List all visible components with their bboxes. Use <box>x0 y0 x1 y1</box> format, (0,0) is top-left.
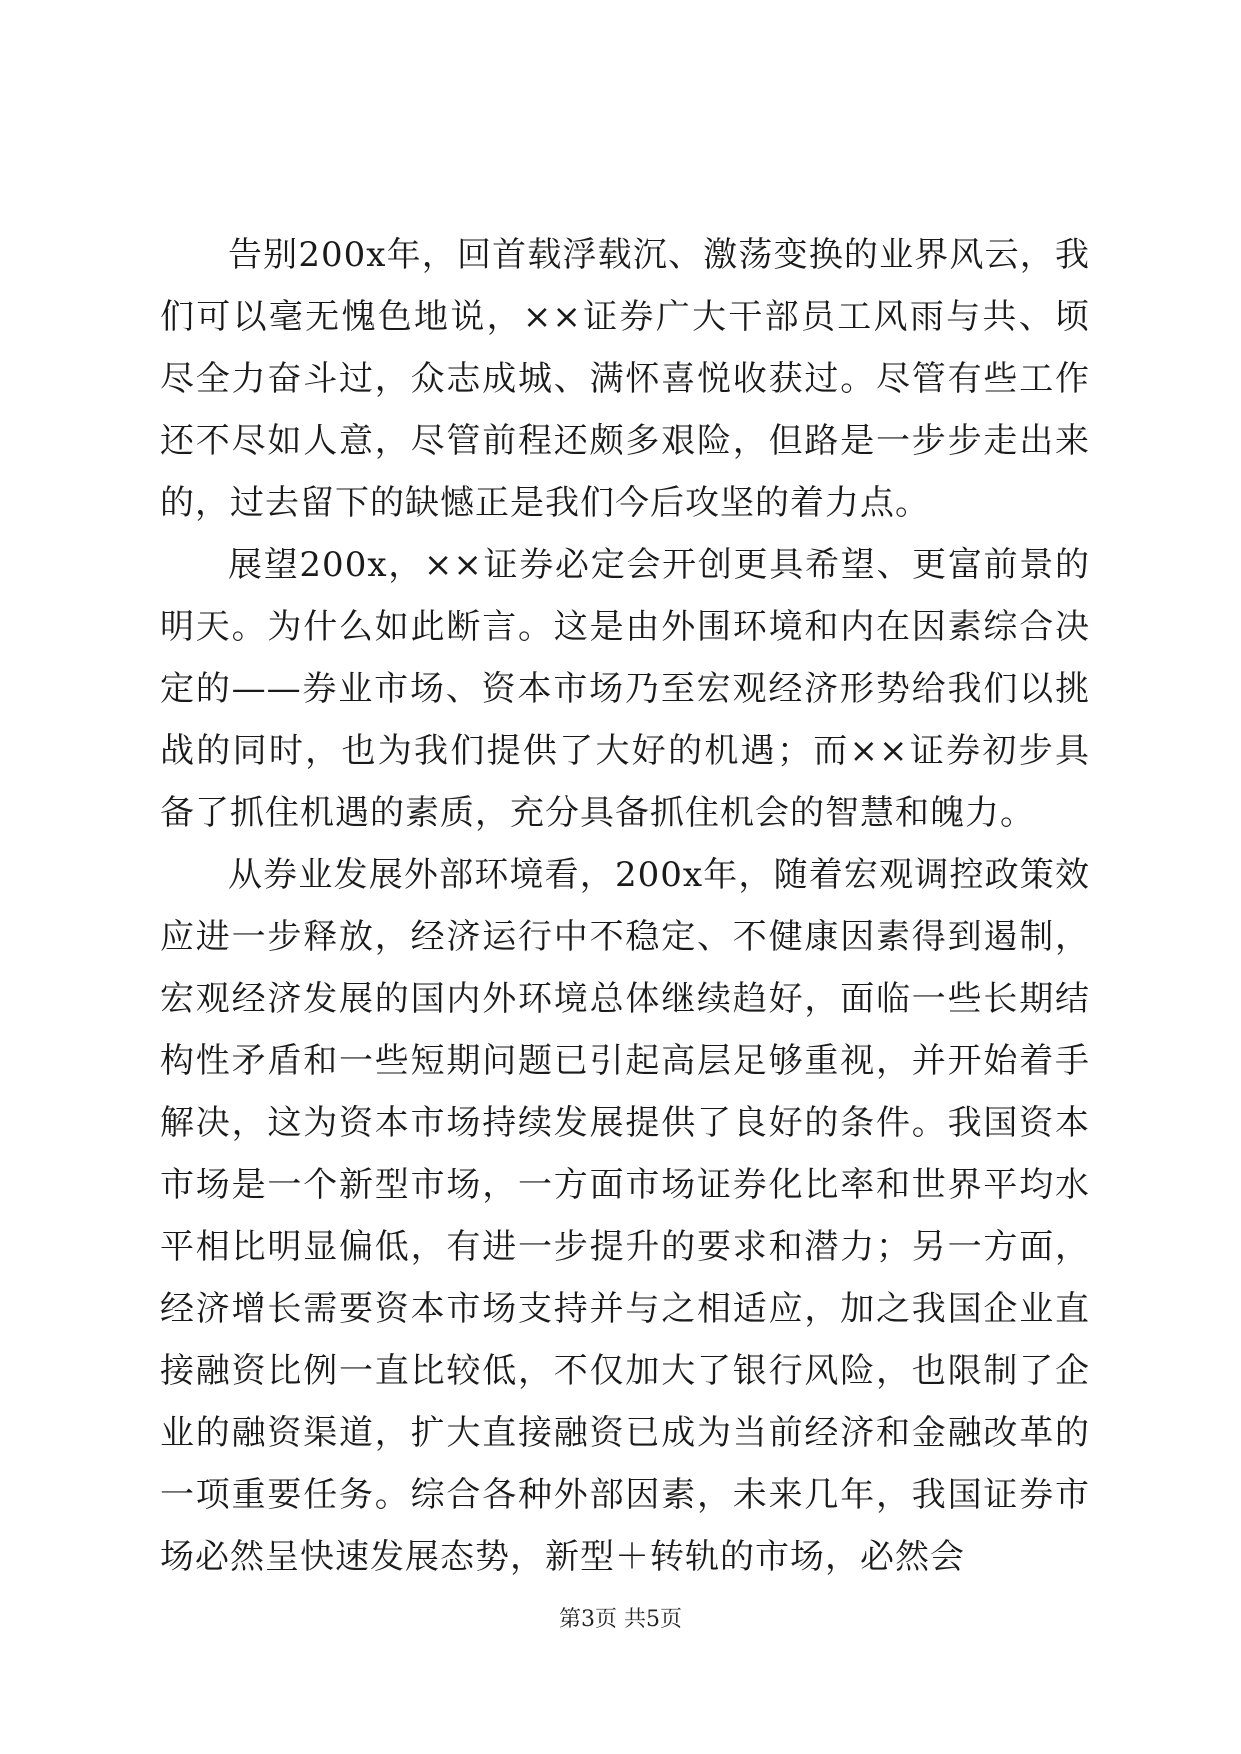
page-footer: 第3页 共5页 <box>559 1607 682 1632</box>
paragraph-outlook: 展望200x，××证券必定会开创更具希望、更富前景的明天。为什么如此断言。这是由外围环境和内在因素综合决定的——券业市场、资本市场乃至宏观经济形势给我们以挑战的同时，也为我们提供了大好的机遇；而××证券初步具备了抓住机遇的素质，充分具备抓住机会的智慧和魄力。 <box>160 545 1090 833</box>
paragraph-farewell: 告别200x年，回首载浮载沉、激荡变换的业界风云，我们可以毫无愧色地说，××证券广大干部员工风雨与共、顷尽全力奋斗过，众志成城、满怀喜悦收获过。尽管有些工作还不尽如人意，尽管前程还颇多艰险，但路是一步步走出来的，过去留下的缺憾正是我们今后攻坚的着力点。 <box>160 235 1090 523</box>
paragraph-external-environment: 从券业发展外部环境看，200x年，随着宏观调控政策效应进一步释放，经济运行中不稳定、不健康因素得到遏制，宏观经济发展的国内外环境总体继续趋好，面临一些长期结构性矛盾和一些短期问题已引起高层足够重视，并开始着手解决，这为资本市场持续发展提供了良好的条件。我国资本市场是一个新型市场，一方面市场证券化比率和世界平均水平相比明显偏低，有进一步提升的要求和潜力；另一方面，经济增长需要资本市场支持并与之相适应，加之我国企业直接融资比例一直比较低，不仅加大了银行风险，也限制了企业的融资渠道，扩大直接融资已成为当前经济和金融改革的一项重要任务。综合各种外部因素，未来几年，我国证券市场必然呈快速发展态势，新型＋转轨的市场，必然会 <box>160 855 1090 1577</box>
body-text <box>160 224 1090 1588</box>
